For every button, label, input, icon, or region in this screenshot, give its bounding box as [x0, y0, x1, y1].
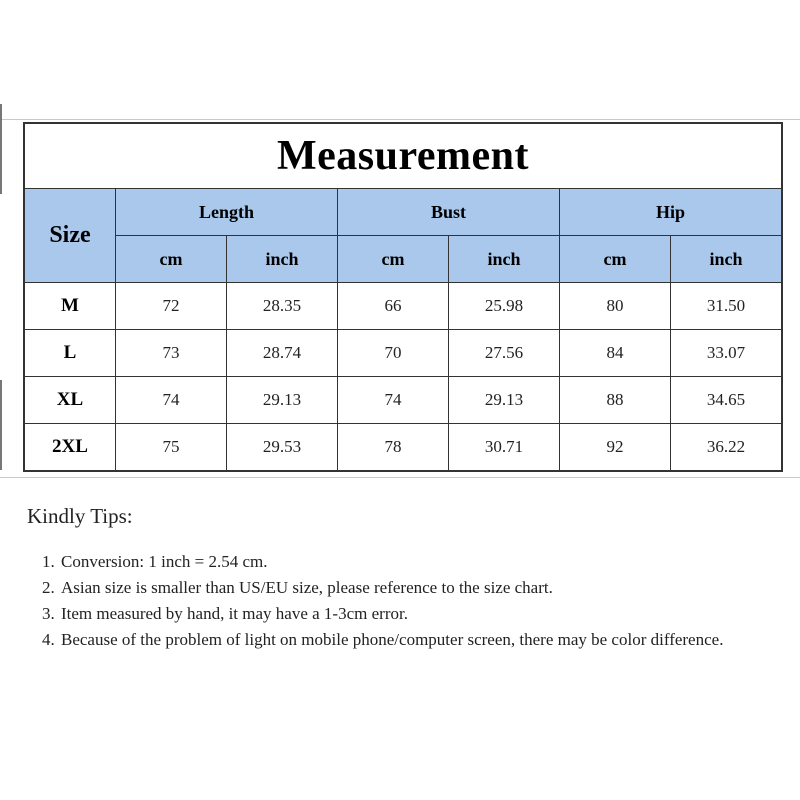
length-cm-value: 72: [116, 283, 227, 330]
size-label: L: [24, 330, 116, 377]
bust-cm-value: 78: [338, 424, 449, 472]
hip-cm-value: 92: [560, 424, 671, 472]
bust-inch-value: 30.71: [449, 424, 560, 472]
table-row: [24, 283, 782, 330]
hip-cm-value: 88: [560, 377, 671, 424]
length-cm-value: 74: [116, 377, 227, 424]
middle-divider-line: [0, 477, 800, 478]
unit-header-bust-inch: inch: [449, 236, 560, 283]
hip-inch-value: 31.50: [671, 283, 783, 330]
table-row: [24, 330, 782, 377]
bust-inch-value: 25.98: [449, 283, 560, 330]
size-label: 2XL: [24, 424, 116, 472]
hip-cm-value: 84: [560, 330, 671, 377]
unit-header-length-inch: inch: [227, 236, 338, 283]
table-row: [24, 424, 782, 472]
unit-header-hip-inch: inch: [671, 236, 783, 283]
length-cm-value: 75: [116, 424, 227, 472]
hip-inch-value: 34.65: [671, 377, 783, 424]
bust-cm-value: 70: [338, 330, 449, 377]
bust-cm-value: 74: [338, 377, 449, 424]
bust-inch-value: 27.56: [449, 330, 560, 377]
hip-group-header: Hip: [560, 189, 783, 236]
chart-title: Measurement: [24, 123, 782, 189]
size-label: XL: [24, 377, 116, 424]
tip-item: 2. Asian size is smaller than US/EU size, please reference to the size chart.: [59, 575, 777, 601]
left-edge-mark: [0, 104, 2, 194]
tips-title: Kindly Tips:: [27, 504, 133, 528]
unit-header-bust-cm: cm: [338, 236, 449, 283]
top-divider-line: [0, 119, 800, 120]
length-inch-value: 28.74: [227, 330, 338, 377]
size-label: M: [24, 283, 116, 330]
length-inch-value: 28.35: [227, 283, 338, 330]
size-column-header: Size: [24, 189, 116, 283]
hip-inch-value: 36.22: [671, 424, 783, 472]
length-inch-value: 29.13: [227, 377, 338, 424]
hip-inch-value: 33.07: [671, 330, 783, 377]
length-group-header: Length: [116, 189, 338, 236]
bust-cm-value: 66: [338, 283, 449, 330]
unit-header-hip-cm: cm: [560, 236, 671, 283]
unit-header-length-cm: cm: [116, 236, 227, 283]
tip-item: 1. Conversion: 1 inch = 2.54 cm.: [59, 549, 777, 575]
tips-list: [27, 549, 777, 653]
kindly-tips-section: [27, 504, 777, 653]
length-inch-value: 29.53: [227, 424, 338, 472]
tip-item: 4. Because of the problem of light on mobile phone/computer screen, there may be color difference.: [59, 627, 777, 653]
bust-inch-value: 29.13: [449, 377, 560, 424]
table-row: [24, 377, 782, 424]
tip-item: 3. Item measured by hand, it may have a 1-3cm error.: [59, 601, 777, 627]
hip-cm-value: 80: [560, 283, 671, 330]
bust-group-header: Bust: [338, 189, 560, 236]
length-cm-value: 73: [116, 330, 227, 377]
left-edge-mark-lower: [0, 380, 2, 470]
size-chart-table: [23, 122, 783, 472]
